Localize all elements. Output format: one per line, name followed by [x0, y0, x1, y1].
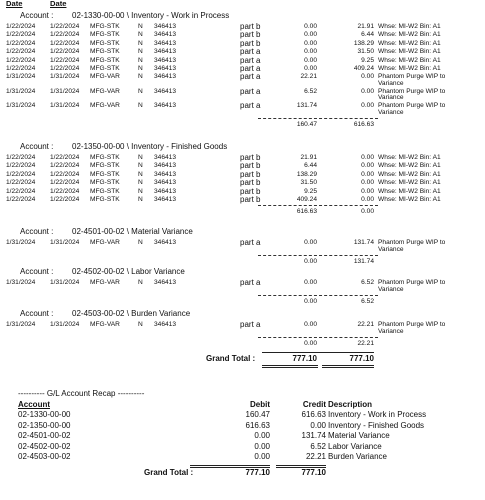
posting-date: 1/31/2024: [6, 279, 36, 286]
grand-total-credit: 777.10: [349, 354, 374, 363]
recap-grand-total-credit: 777.10: [301, 468, 326, 477]
transaction-date: 1/31/2024: [50, 73, 80, 81]
posted-flag: N: [138, 279, 143, 286]
transaction-date: 1/31/2024: [50, 321, 80, 328]
date-column-header: Date: [6, 0, 23, 8]
recap-total-line-1: [190, 465, 270, 466]
recap-debit: 160.47: [245, 410, 270, 419]
subtotal-dash-line: [258, 118, 378, 119]
recap-account: 02-4502-00-02: [18, 441, 71, 451]
account-total-credit: 22.21: [357, 339, 374, 347]
posted-flag: N: [138, 162, 143, 170]
account-label: Account :: [20, 142, 54, 151]
posted-flag: N: [138, 187, 143, 195]
part-name: part a: [240, 101, 261, 111]
line-description: Whse: MI-W2 Bin: A1: [378, 39, 441, 47]
transaction-date: 1/22/2024: [50, 65, 80, 72]
date-column-header-2: Date: [50, 0, 67, 8]
part-name: part a: [240, 47, 261, 57]
credit-amount: 22.21: [357, 321, 374, 328]
recap-account: 02-1330-00-00: [18, 410, 71, 419]
transaction-date: 1/31/2024: [50, 279, 80, 286]
source-code: MFG-STK: [90, 170, 120, 178]
debit-amount: 409.24: [296, 196, 317, 203]
debit-amount: 21.91: [300, 154, 317, 161]
posted-flag: N: [138, 102, 143, 110]
part-name: part a: [240, 55, 261, 65]
part-name: part b: [240, 38, 261, 48]
part-name: part a: [240, 320, 261, 329]
credit-amount: 6.44: [361, 31, 374, 39]
account-label: Account :: [20, 267, 54, 276]
part-name: part b: [240, 153, 261, 162]
debit-amount: 131.74: [296, 102, 317, 110]
source-code: MFG-STK: [90, 31, 120, 39]
reference-number: 346413: [154, 23, 177, 30]
account-total-debit: 0.00: [304, 257, 317, 265]
account-total-debit: 0.00: [304, 339, 317, 347]
posted-flag: N: [138, 321, 143, 328]
reference-number: 346413: [154, 196, 177, 203]
account-total-debit: 0.00: [304, 297, 317, 305]
source-code: MFG-STK: [90, 39, 120, 47]
transaction-date: 1/31/2024: [50, 87, 80, 95]
reference-number: 346413: [154, 154, 177, 161]
recap-description: Inventory - Finished Goods: [328, 420, 425, 430]
debit-amount: 0.00: [304, 31, 317, 39]
recap-debit: 0.00: [254, 431, 270, 441]
posting-date: 1/22/2024: [6, 56, 36, 64]
posting-date: 1/22/2024: [6, 65, 36, 72]
reference-number: 346413: [154, 87, 177, 95]
account-total-debit: 160.47: [296, 120, 317, 128]
account-title: 02-4501-00-02 \ Material Variance: [72, 227, 193, 236]
source-code: MFG-VAR: [90, 321, 120, 328]
account-title: 02-4502-00-02 \ Labor Variance: [72, 267, 185, 276]
source-code: MFG-STK: [90, 179, 120, 187]
reference-number: 346413: [154, 179, 177, 187]
recap-account: 02-4501-00-02: [18, 431, 71, 441]
part-name: part b: [240, 195, 261, 204]
credit-amount: 21.91: [357, 23, 374, 30]
part-name: part a: [240, 238, 261, 247]
account-total-credit: 616.63: [353, 120, 374, 128]
part-name: part a: [240, 72, 261, 82]
recap-account: 02-1350-00-00: [18, 420, 71, 430]
recap-credit: 6.52: [310, 441, 326, 451]
part-name: part b: [240, 22, 261, 31]
account-total-debit: 616.63: [296, 208, 317, 216]
line-description: Phantom Purge WIP to: [378, 279, 446, 286]
posted-flag: N: [138, 154, 143, 161]
debit-amount: 31.50: [300, 179, 317, 187]
line-description: Whse: MI-W2 Bin: A1: [378, 187, 441, 195]
subtotal-dash-line: [258, 205, 378, 206]
transaction-date: 1/22/2024: [50, 39, 80, 47]
debit-amount: 0.00: [304, 65, 317, 72]
posting-date: 1/22/2024: [6, 170, 36, 178]
posting-date: 1/22/2024: [6, 196, 36, 203]
reference-number: 346413: [154, 162, 177, 170]
reference-number: 346413: [154, 39, 177, 47]
recap-debit: 0.00: [254, 452, 270, 462]
credit-amount: 0.00: [361, 179, 374, 187]
grand-total-label: Grand Total :: [206, 354, 256, 363]
account-total-credit: 131.74: [353, 257, 374, 265]
transaction-date: 1/22/2024: [50, 196, 80, 203]
line-description: Phantom Purge WIP to: [378, 321, 446, 328]
reference-number: 346413: [154, 48, 177, 56]
posted-flag: N: [138, 39, 143, 47]
grand-total-line-bottom4: [322, 367, 374, 368]
transaction-date: 1/22/2024: [50, 31, 80, 39]
recap-description: Inventory - Work in Process: [328, 410, 427, 419]
line-description: Whse: MI-W2 Bin: A1: [378, 162, 441, 170]
source-code: MFG-STK: [90, 154, 120, 161]
source-code: MFG-STK: [90, 187, 120, 195]
source-code: MFG-STK: [90, 56, 120, 64]
line-description: Whse: MI-W2 Bin: A1: [378, 196, 441, 203]
line-description: Phantom Purge WIP to: [378, 239, 446, 246]
part-name: part a: [240, 64, 261, 73]
recap-header-description: Description: [328, 400, 373, 409]
reference-number: 346413: [154, 102, 177, 110]
posted-flag: N: [138, 87, 143, 95]
debit-amount: 0.00: [304, 279, 317, 286]
part-name: part b: [240, 30, 261, 40]
recap-grand-total-label: Grand Total :: [144, 468, 194, 477]
source-code: MFG-VAR: [90, 239, 120, 246]
part-name: part a: [240, 86, 261, 96]
posting-date: 1/22/2024: [6, 162, 36, 170]
recap-debit: 0.00: [254, 441, 270, 451]
debit-amount: 6.44: [304, 162, 317, 170]
account-label: Account :: [20, 227, 54, 236]
recap-header-account: Account: [18, 400, 50, 409]
posting-date: 1/31/2024: [6, 239, 36, 246]
subtotal-dash-line: [258, 337, 378, 338]
reference-number: 346413: [154, 65, 177, 72]
posting-date: 1/31/2024: [6, 87, 36, 95]
recap-grand-total-debit: 777.10: [245, 468, 270, 477]
debit-amount: 22.21: [300, 73, 317, 81]
posted-flag: N: [138, 196, 143, 203]
source-code: MFG-STK: [90, 23, 120, 30]
part-name: part b: [240, 169, 261, 179]
source-code: MFG-STK: [90, 48, 120, 56]
reference-number: 346413: [154, 56, 177, 64]
posted-flag: N: [138, 170, 143, 178]
source-code: MFG-VAR: [90, 279, 120, 286]
line-description: Whse: MI-W2 Bin: A1: [378, 31, 441, 39]
recap-account: 02-4503-00-02: [18, 452, 71, 462]
recap-credit: 22.21: [305, 452, 326, 462]
part-name: part b: [240, 161, 261, 171]
transaction-date: 1/22/2024: [50, 154, 80, 161]
line-description-cont: Variance: [378, 285, 404, 293]
recap-total-line-3: [276, 465, 326, 466]
recap-debit: 616.63: [245, 420, 270, 430]
posted-flag: N: [138, 65, 143, 72]
transaction-date: 1/22/2024: [50, 23, 80, 30]
line-description: Phantom Purge WIP to: [378, 73, 446, 81]
transaction-date: 1/22/2024: [50, 170, 80, 178]
transaction-date: 1/22/2024: [50, 179, 80, 187]
account-title: 02-4503-00-02 \ Burden Variance: [72, 309, 191, 318]
grand-total-line-top: [262, 352, 374, 353]
grand-total-debit: 777.10: [292, 354, 317, 363]
posting-date: 1/22/2024: [6, 31, 36, 39]
transaction-date: 1/31/2024: [50, 239, 80, 246]
reference-number: 346413: [154, 321, 177, 328]
credit-amount: 0.00: [361, 73, 374, 81]
line-description: Whse: MI-W2 Bin: A1: [378, 170, 441, 178]
credit-amount: 409.24: [353, 65, 374, 72]
credit-amount: 0.00: [361, 170, 374, 178]
line-description: Whse: MI-W2 Bin: A1: [378, 65, 441, 72]
line-description: Whse: MI-W2 Bin: A1: [378, 23, 441, 30]
subtotal-dash-line: [258, 255, 378, 256]
posting-date: 1/22/2024: [6, 48, 36, 56]
line-description-cont: Variance: [378, 79, 404, 87]
credit-amount: 0.00: [361, 87, 374, 95]
credit-amount: 0.00: [361, 154, 374, 161]
posted-flag: N: [138, 31, 143, 39]
recap-title: ---------- G/L Account Recap ----------: [18, 389, 145, 398]
line-description: Whse: MI-W2 Bin: A1: [378, 179, 441, 187]
line-description-cont: Variance: [378, 108, 404, 116]
account-title: 02-1330-00-00 \ Inventory - Work in Process: [72, 11, 230, 20]
posted-flag: N: [138, 73, 143, 81]
credit-amount: 138.29: [353, 39, 374, 47]
credit-amount: 0.00: [361, 196, 374, 203]
credit-amount: 6.52: [361, 279, 374, 286]
recap-header-debit: Debit: [250, 400, 270, 409]
recap-credit: 616.63: [301, 410, 326, 419]
debit-amount: 0.00: [304, 39, 317, 47]
posting-date: 1/31/2024: [6, 321, 36, 328]
posting-date: 1/22/2024: [6, 23, 36, 30]
reference-number: 346413: [154, 31, 177, 39]
transaction-date: 1/22/2024: [50, 187, 80, 195]
posting-date: 1/22/2024: [6, 154, 36, 161]
credit-amount: 0.00: [361, 162, 374, 170]
posted-flag: N: [138, 23, 143, 30]
posting-date: 1/31/2024: [6, 102, 36, 110]
reference-number: 346413: [154, 187, 177, 195]
source-code: MFG-STK: [90, 162, 120, 170]
line-description: Phantom Purge WIP to: [378, 102, 446, 110]
debit-amount: 0.00: [304, 48, 317, 56]
account-label: Account :: [20, 11, 54, 20]
line-description: Whse: MI-W2 Bin: A1: [378, 48, 441, 56]
posted-flag: N: [138, 48, 143, 56]
posted-flag: N: [138, 179, 143, 187]
part-name: part b: [240, 178, 261, 188]
posting-date: 1/31/2024: [6, 73, 36, 81]
account-total-credit: 6.52: [361, 297, 374, 305]
posting-date: 1/22/2024: [6, 39, 36, 47]
source-code: MFG-VAR: [90, 102, 120, 110]
recap-credit: 0.00: [310, 420, 326, 430]
grand-total-line-bottom: [262, 365, 318, 366]
posting-date: 1/22/2024: [6, 179, 36, 187]
source-code: MFG-STK: [90, 65, 120, 72]
line-description-cont: Variance: [378, 94, 404, 102]
transaction-date: 1/22/2024: [50, 162, 80, 170]
subtotal-dash-line: [258, 295, 378, 296]
source-code: MFG-VAR: [90, 73, 120, 81]
account-total-credit: 0.00: [361, 208, 374, 216]
debit-amount: 0.00: [304, 56, 317, 64]
source-code: MFG-STK: [90, 196, 120, 203]
line-description-cont: Variance: [378, 327, 404, 335]
recap-description: Material Variance: [328, 431, 390, 441]
reference-number: 346413: [154, 279, 177, 286]
credit-amount: 9.25: [361, 56, 374, 64]
posted-flag: N: [138, 56, 143, 64]
line-description: Phantom Purge WIP to: [378, 87, 446, 95]
reference-number: 346413: [154, 239, 177, 246]
transaction-date: 1/22/2024: [50, 48, 80, 56]
grand-total-line-bottom3: [322, 365, 374, 366]
part-name: part a: [240, 278, 261, 287]
line-description: Whse: MI-W2 Bin: A1: [378, 56, 441, 64]
credit-amount: 31.50: [357, 48, 374, 56]
debit-amount: 0.00: [304, 321, 317, 328]
posting-date: 1/22/2024: [6, 187, 36, 195]
recap-description: Labor Variance: [328, 441, 382, 451]
account-title: 02-1350-00-00 \ Inventory - Finished Goods: [72, 142, 228, 151]
debit-amount: 138.29: [296, 170, 317, 178]
recap-credit: 131.74: [301, 431, 326, 441]
line-description: Whse: MI-W2 Bin: A1: [378, 154, 441, 161]
part-name: part b: [240, 186, 261, 196]
debit-amount: 0.00: [304, 239, 317, 246]
grand-total-line-bottom2: [262, 367, 318, 368]
account-label: Account :: [20, 309, 54, 318]
reference-number: 346413: [154, 73, 177, 81]
debit-amount: 6.52: [304, 87, 317, 95]
reference-number: 346413: [154, 170, 177, 178]
recap-description: Burden Variance: [328, 452, 387, 462]
debit-amount: 9.25: [304, 187, 317, 195]
recap-header-credit: Credit: [302, 400, 326, 409]
posted-flag: N: [138, 239, 143, 246]
credit-amount: 131.74: [353, 239, 374, 246]
transaction-date: 1/31/2024: [50, 102, 80, 110]
transaction-date: 1/22/2024: [50, 56, 80, 64]
line-description-cont: Variance: [378, 245, 404, 253]
credit-amount: 0.00: [361, 102, 374, 110]
debit-amount: 0.00: [304, 23, 317, 30]
source-code: MFG-VAR: [90, 87, 120, 95]
credit-amount: 0.00: [361, 187, 374, 195]
